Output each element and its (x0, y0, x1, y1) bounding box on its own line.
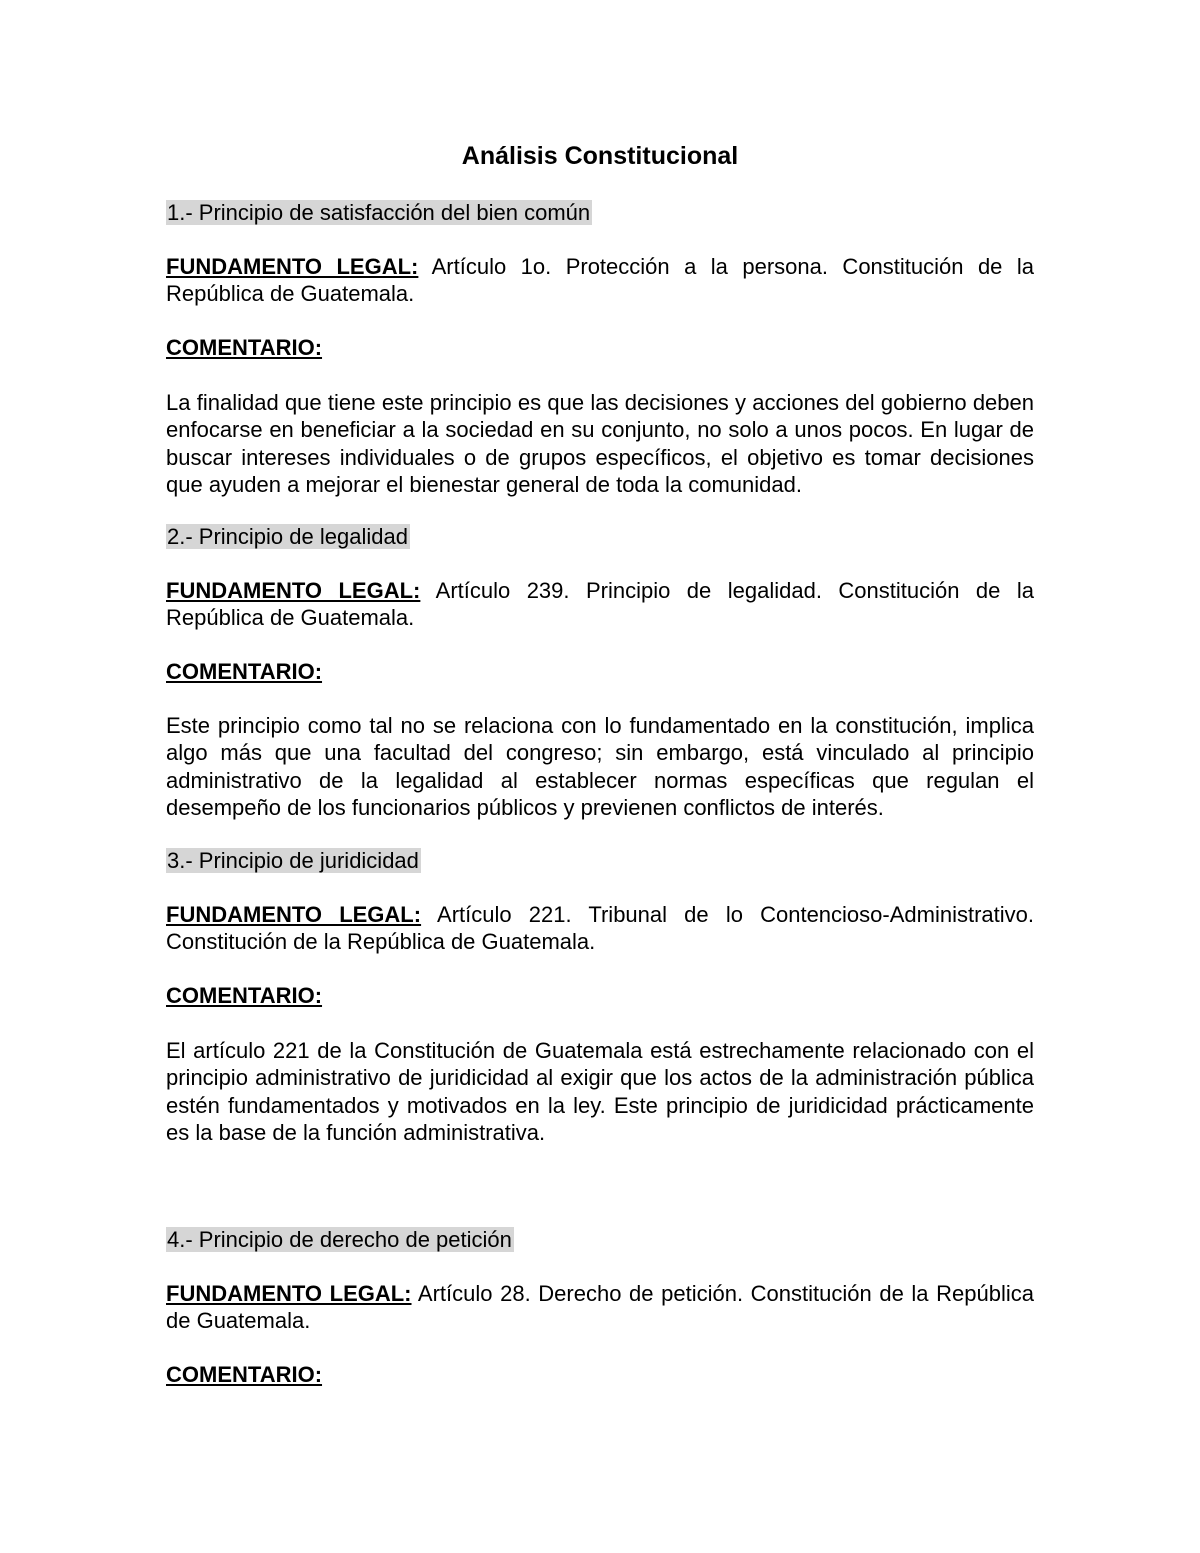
legal-basis-text: Artículo 239. Principio de legalidad. Constitución de la República de Guatemala. (166, 578, 1034, 631)
comment-label-4: COMENTARIO: (166, 1362, 323, 1387)
section-heading-text: 2.- Principio de legalidad (167, 524, 408, 549)
section-heading-text: 4.- Principio de derecho de petición (167, 1227, 512, 1252)
legal-basis-2 (166, 577, 1034, 632)
section-heading-3 (166, 847, 421, 875)
legal-label: FUNDAMENTO LEGAL: (166, 254, 419, 279)
document-title: Análisis Constitucional (461, 142, 739, 170)
section-heading-1 (166, 199, 592, 227)
section-heading-2 (166, 523, 410, 551)
section-heading-text: 1.- Principio de satisfacción del bien común (167, 200, 591, 225)
section-heading-text: 3.- Principio de juridicidad (167, 848, 419, 873)
comment-label-3: COMENTARIO: (166, 983, 323, 1008)
legal-basis-1 (166, 253, 1034, 308)
comment-text-1: La finalidad que tiene este principio es que las decisiones y acciones del gobierno deben enfocarse en beneficiar a la sociedad en su conjunto, no solo a unos pocos. En lugar de buscar intereses individuales o de grupos específicos, el objetivo es tomar decisiones que ayuden a mejorar el bienestar general de toda la comunidad. (166, 390, 1034, 497)
legal-label: FUNDAMENTO LEGAL: (166, 578, 421, 603)
legal-label: FUNDAMENTO LEGAL: (166, 1281, 412, 1306)
comment-text-2: Este principio como tal no se relaciona con lo fundamentado en la constitución, implica algo más que una facultad del congreso; sin embargo, está vinculado al principio administrativo de la legalidad al establecer normas específicas que regulan el desempeño de los funcionarios públicos y previenen conflictos de interés. (166, 713, 1034, 820)
section-heading-4 (166, 1226, 514, 1254)
legal-basis-text: Artículo 1o. Protección a la persona. Constitución de la República de Guatemala. (166, 254, 1035, 307)
comment-label-2: COMENTARIO: (166, 659, 323, 684)
legal-basis-4 (166, 1280, 1034, 1335)
legal-basis-text: Artículo 28. Derecho de petición. Constitución de la República de Guatemala. (166, 1281, 1034, 1334)
legal-basis-text: Artículo 221. Tribunal de lo Contencioso-Administrativo. Constitución de la República de Guatemala. (166, 902, 1034, 955)
comment-text-3: El artículo 221 de la Constitución de Guatemala está estrechamente relacionado con el principio administrativo de juridicidad al exigir que los actos de la administración pública estén fundamentados y motivados en la ley. Este principio de juridicidad prácticamente es la base de la función administrativa. (166, 1038, 1034, 1145)
legal-label: FUNDAMENTO LEGAL: (166, 902, 422, 927)
legal-basis-3 (166, 901, 1034, 956)
comment-label-1: COMENTARIO: (166, 335, 323, 360)
